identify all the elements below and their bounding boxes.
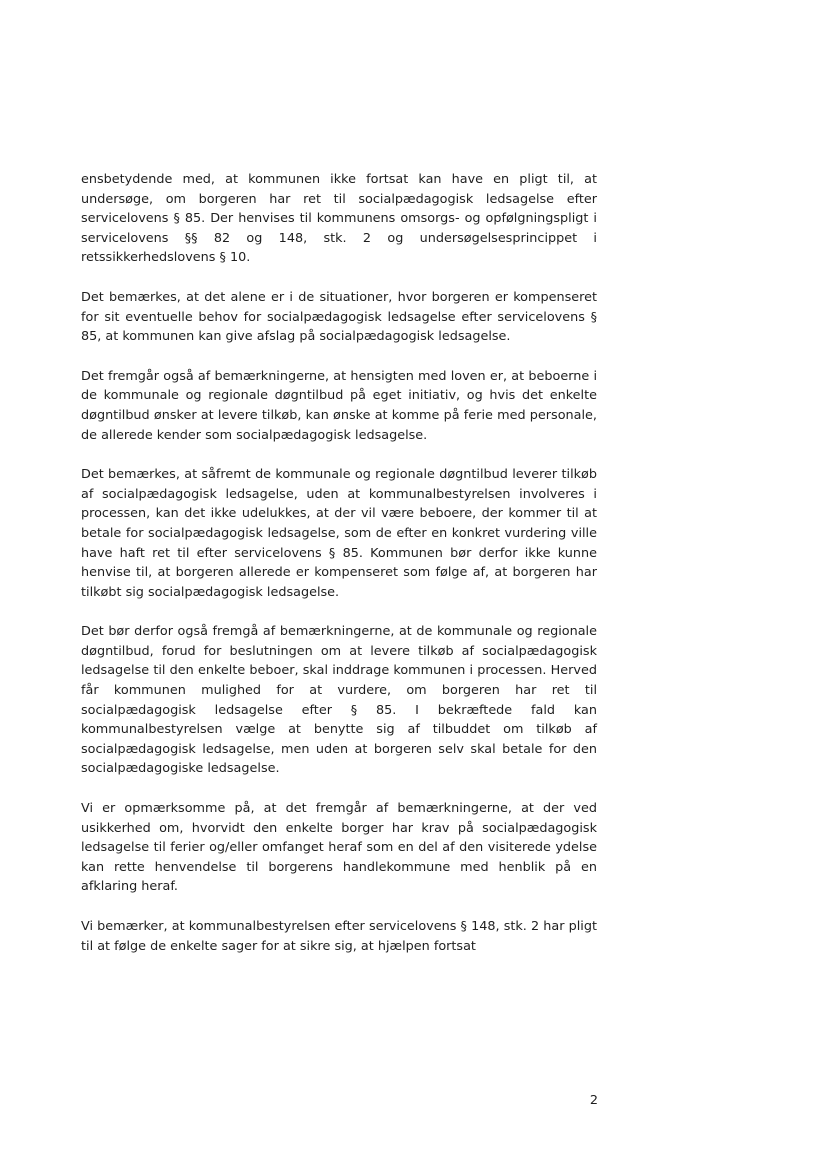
paragraph-6: Vi er opmærksomme på, at det fremgår af bemærkningerne, at der ved usikkerhed om, hvorvidt den enkelte borger har krav på socialpædagogisk ledsagelse til ferier og/eller omfanget heraf som en del af den visiterede ydelse kan rette henvendelse til borgerens handlekommune med henblik på en afklaring heraf. xyxy=(81,801,597,895)
document-body xyxy=(81,170,597,976)
paragraph-4: Det bemærkes, at såfremt de kommunale og regionale døgntilbud leverer tilkøb af socialpædagogisk ledsagelse, uden at kommunalbestyrelsen involveres i processen, kan det ikke udelukkes, at der vil være beboere, der kommer til at betale for socialpædagogisk ledsagelse, som de efter en konkret vurdering ville have haft ret til efter servicelovens § 85. Kommunen bør derfor ikke kunne henvise til, at borgeren allerede er kompenseret som følge af, at borgeren har tilkøbt sig socialpædagogisk ledsagelse. xyxy=(81,467,597,600)
paragraph-2: Det bemærkes, at det alene er i de situationer, hvor borgeren er kompenseret for sit eventuelle behov for socialpædagogisk ledsagelse efter servicelovens § 85, at kommunen kan give afslag på socialpædagogisk ledsagelse. xyxy=(81,289,597,345)
paragraph-7: Vi bemærker, at kommunalbestyrelsen efter servicelovens § 148, stk. 2 har pligt til at følge de enkelte sager for at sikre sig, at hjælpen fortsat xyxy=(81,919,597,954)
paragraph-5: Det bør derfor også fremgå af bemærkningerne, at de kommunale og regionale døgntilbud, forud for beslutningen om at levere tilkøb af socialpædagogisk ledsagelse til den enkelte beboer, skal inddrage kommunen i processen. Herved får kommunen mulighed for at vurdere, om borgeren har ret til socialpædagogisk ledsagelse efter § 85. I bekræftede fald kan kommunalbestyrelsen vælge at benytte sig af tilbuddet om tilkøb af socialpædagogisk ledsagelse, men uden at borgeren selv skal betale for den socialpædagogiske ledsagelse. xyxy=(81,624,597,777)
paragraph-1: ensbetydende med, at kommunen ikke fortsat kan have en pligt til, at undersøge, om borgeren har ret til socialpædagogisk ledsagelse efter servicelovens § 85. Der henvises til kommunens omsorgs- og opfølgningspligt i servicelovens §§ 82 og 148, stk. 2 og undersøgelsesprincippet i retssikkerhedslovens § 10. xyxy=(81,172,597,266)
page-number: 2 xyxy=(589,1093,598,1108)
paragraph-3: Det fremgår også af bemærkningerne, at hensigten med loven er, at beboerne i de kommunale og regionale døgntilbud på eget initiativ, og hvis det enkelte døgntilbud ønsker at levere tilkøb, kan ønske at komme på ferie med personale, de allerede kender som socialpædagogisk ledsagelse. xyxy=(81,368,597,443)
